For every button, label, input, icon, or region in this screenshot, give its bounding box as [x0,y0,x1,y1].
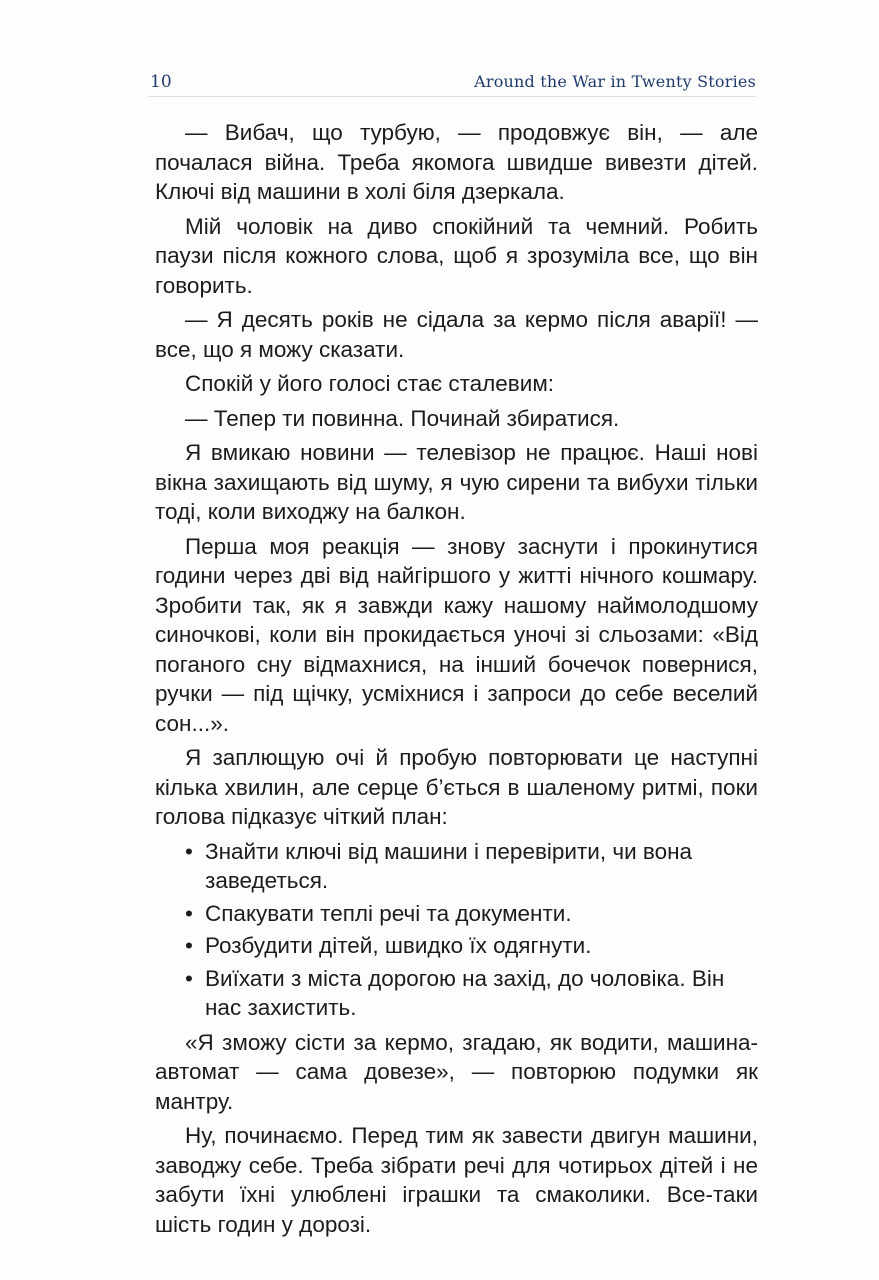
body-text [155,118,758,1244]
header-rule [148,96,756,97]
paragraph: Я вмикаю новини — телевізор не працює. Наші нові вікна захищають від шуму, я чую сирени та вибухи тільки тоді, коли виходжу на балкон. [155,440,758,524]
plan-list-item-text: Розбудити дітей, швидко їх одягнути. [205,933,592,958]
page-number: 10 [150,72,172,92]
paragraph: Мій чоловік на диво спокійний та чемний. Робить паузи після кожного слова, щоб я зрозуміла все, що він говорить. [155,213,758,298]
paragraph: Я заплющую очі й пробую повторювати це наступні кілька хвилин, але серце б’ється в шаленому ритмі, поки голова підказує чіткий план: [155,745,758,829]
plan-list-item [155,837,758,896]
plan-list-item [155,964,758,1023]
bullet-mark: • [185,838,193,864]
plan-list [155,837,758,1023]
paragraph: — Я десять років не сідала за кермо після аварії! — все, що я можу сказати. [155,307,758,362]
plan-list-item-text: Виїхати з міста дорогою на захід, до чоловіка. Він нас захистить. [205,965,725,1020]
plan-list-item [155,899,758,929]
book-title: Around the War in Twenty Stories [474,72,756,91]
paragraph: — Тепер ти повинна. Починай збиратися. [185,405,620,431]
paragraph: — Вибач, що турбую, — продовжує він, — але почалася війна. Треба якомога швидше вивезти дітей. Ключі від машини в холі біля дзеркала. [155,120,758,204]
bullet-mark: • [185,900,193,926]
paragraph: «Я зможу сісти за кермо, згадаю, як водити, машина-автомат — сама довезе», — повторюю подумки як мантру. [155,1029,758,1114]
paragraph: Спокій у його голосі стає сталевим: [185,371,555,396]
plan-list-item [155,931,758,961]
paragraph: Перша моя реакція — знову заснути і прокинутися години через дві від найгіршого у житті нічного кошмару. Зробити так, як я завжди кажу нашому наймолодшому синочкові, коли він прокидається уночі зі сльозами: «Від поганого сну відмахнися, на інший бочечок повернися, ручки — під щічку, усміхнися і запроси до себе веселий сон...». [155,533,758,736]
bullet-mark: • [185,965,193,991]
running-head [148,66,756,98]
plan-list-item-text: Спакувати теплі речі та документи. [205,900,572,926]
bullet-mark: • [185,933,193,958]
paragraph: Ну, починаємо. Перед тим як завести двигун машини, заводжу себе. Треба зібрати речі для чотирьох дітей і не забути їхні улюблені іграшки та смаколики. Все-таки шість годин у дорозі. [155,1123,758,1237]
plan-list-item-text: Знайти ключі від машини і перевірити, чи вона заведеться. [205,838,693,893]
